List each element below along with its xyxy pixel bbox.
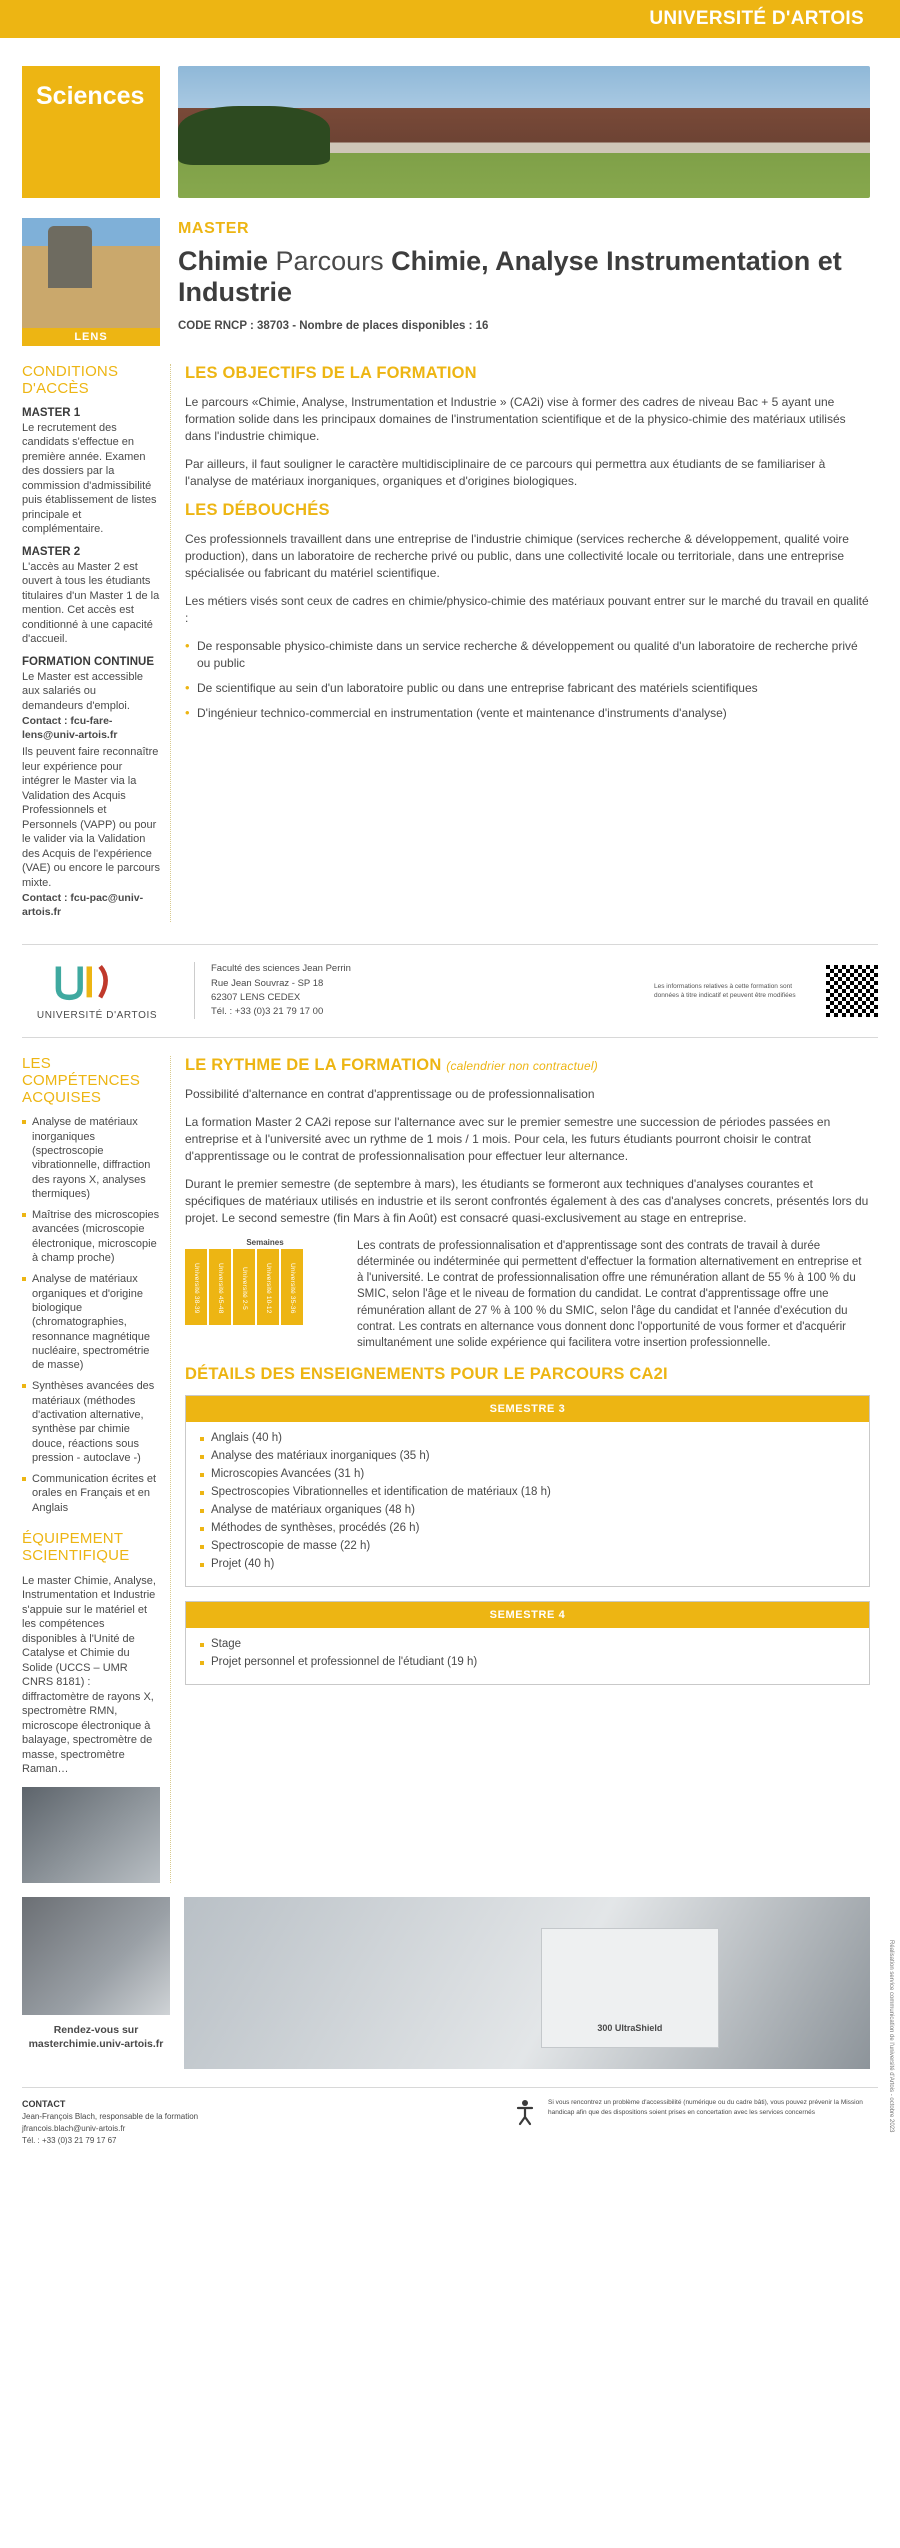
address-line: Faculté des sciences Jean Perrin [211, 963, 351, 975]
details-heading: DÉTAILS DES ENSEIGNEMENTS POUR LE PARCOURS CA2I [185, 1364, 668, 1383]
table-row: Analyse de matériaux organiques (48 h) [200, 1504, 855, 1516]
artois-logo-icon [42, 961, 151, 1001]
objectives-column [185, 364, 870, 922]
table-row: Projet personnel et professionnel de l'étudiant (19 h) [200, 1656, 855, 1668]
conditions-fc-title: FORMATION CONTINUE [22, 655, 155, 668]
production-credit: Réalisation service communication de l'université d'Artois - octobre 2023 [888, 1940, 894, 2133]
title-block [0, 198, 900, 346]
schedule-bar: Université 35-36 [281, 1249, 303, 1325]
university-logo [22, 961, 172, 1021]
list-item: Synthèses avancées des matériaux (méthodes d'activation alternative, synthèse par chimie douce, réactions sous pression - autoclave -) [22, 1379, 160, 1465]
semester-3-body [186, 1422, 869, 1586]
equipement-heading: ÉQUIPEMENT SCIENTIFIQUE [22, 1530, 130, 1564]
parcours-name: Chimie, Analyse Instrumentation et Industrie [178, 246, 842, 307]
faculty-badge: Sciences [22, 66, 160, 198]
conditions-m1-title: MASTER 1 [22, 406, 81, 419]
address-line: 62307 LENS CEDEX [211, 991, 301, 1003]
rncp-code: CODE RNCP : 38703 - Nombre de places disponibles : 16 [178, 319, 489, 332]
footer-contact-email[interactable]: jfrancois.blach@univ-artois.fr [22, 2124, 126, 2134]
list-item: • De scientifique au sein d'un laboratoire public ou dans une entreprise fabricant des matériels scientifiques [185, 680, 870, 697]
qr-disclaimer: Les informations relatives à cette formation sont données à titre indicatif et peuvent être modifiées [654, 982, 796, 999]
table-row: Spectroscopie de masse (22 h) [200, 1540, 855, 1552]
lens-label: LENS [22, 328, 160, 346]
schedule-bar: Université 38-39 [185, 1249, 207, 1325]
title-text [178, 218, 870, 346]
competences-list [22, 1115, 160, 1515]
column-divider-2 [170, 1056, 171, 1883]
debouches-p2: Les métiers visés sont ceux de cadres en chimie/physico-chimie des matériaux pouvant entrer sur le marché du travail en qualité : [185, 594, 869, 626]
list-item: Maîtrise des microscopies avancées (microscopie électronique, microscopie à champ proche) [22, 1208, 160, 1265]
conditions-m2-text: L'accès au Master 2 est ouvert à tous les étudiants titulaires d'un Master 1 de la mention. Cet accès est conditionné à une capacité d'accueil. [22, 560, 160, 646]
objectifs-p1: Le parcours «Chimie, Analyse, Instrumentation et Industrie » (CA2i) vise à former des cadres de niveau Bac + 5 ayant une formation solide dans les principaux domaines de l'instrumentation scientifique et de la physico-chimie des matériaux utilisés dans l'industrie chimique. [185, 395, 846, 444]
parcours-word: Parcours [275, 246, 384, 276]
list-item: Communication écrites et orales en Français et en Anglais [22, 1472, 160, 1515]
faculty-address [194, 962, 632, 1019]
photo-row [0, 1883, 900, 2069]
conditions-m1-text: Le recrutement des candidats s'effectue en première année. Examen des dossiers par la commission d'admissibilité puis établissement de listes principale et complémentaire. [22, 421, 157, 536]
footer-accessibility [342, 2098, 878, 2126]
schedule-bar: Université 45-48 [209, 1249, 231, 1325]
accessibility-icon [512, 2098, 538, 2126]
logo-text: UNIVERSITÉ D'ARTOIS [36, 1009, 158, 1021]
address-band [22, 944, 878, 1021]
program-name: Chimie [178, 246, 269, 276]
rythme-column [185, 1056, 870, 1883]
schedule-bars [185, 1249, 345, 1325]
table-row: Spectroscopies Vibrationnelles et identification de matériaux (18 h) [200, 1486, 855, 1498]
nmr-device [541, 1928, 719, 2048]
schedule-bar: Université 2-5 [233, 1249, 255, 1325]
rdv-line1: Rendez-vous sur [53, 2023, 139, 2036]
accessibility-note: Si vous rencontrez un problème d'accessibilité (numérique ou du cadre bâti), vous pouvez prévenir la Mission handicap afin que des dispositions soient prises en concertation avec les services concernés [548, 2098, 863, 2116]
hero-section [0, 38, 900, 198]
semester-4-title: SEMESTRE 4 [186, 1602, 869, 1628]
semester-4-table [185, 1601, 870, 1685]
table-row: Projet (40 h) [200, 1558, 855, 1570]
competences-heading: LES COMPÉTENCES ACQUISES [22, 1054, 141, 1106]
rythme-p1: La formation Master 2 CA2i repose sur l'alternance avec sur le premier semestre une succession de périodes passées en entreprise et à l'université avec un rythme de 1 mois / 1 mois. Pour cela, les futurs étudiants pourront choisir le contrat d'apprentissage ou le contrat de professionnalisation pour effectuer leur alternance. [185, 1114, 831, 1164]
semester-3-table [185, 1395, 870, 1587]
rdv-website-link[interactable]: masterchimie.univ-artois.fr [28, 2038, 164, 2051]
lab-equipment-photo [22, 1787, 160, 1883]
footer-contact-name: Jean-François Blach, responsable de la formation [22, 2112, 199, 2122]
belfry-icon [48, 226, 92, 288]
table-row: Microscopies Avancées (31 h) [200, 1468, 855, 1480]
debouches-heading: LES DÉBOUCHÉS [185, 501, 330, 520]
rythme-p2: Durant le premier semestre (de septembre à mars), les étudiants se formeront aux techniques d'analyses courantes et spécifiques de matériaux utilisés en industrie et ils seront confrontés également à des cas d'analyses concrets, présentés lors du projet. Le second semestre (fin Mars à fin Août) est consacré quasi-exclusivement au stage en entreprise. [185, 1177, 869, 1226]
conditions-vae-text: Ils peuvent faire reconnaître leur expérience pour intégrer le Master via la Validation des Acquis Professionnels et Personnels (VAPP) ou pour le valider via la Validation des Acquis de l'expérience (VAE) ou encore le parcours mixte. [22, 746, 160, 889]
page-title [178, 246, 870, 308]
instrument-photo [184, 1897, 870, 2069]
table-row: Méthodes de synthèses, procédés (26 h) [200, 1522, 855, 1534]
schedule-chart [185, 1238, 345, 1325]
main-content-bottom [0, 1038, 900, 1883]
objectifs-heading: LES OBJECTIFS DE LA FORMATION [185, 364, 477, 382]
debouches-list [185, 638, 870, 721]
university-name: UNIVERSITÉ D'ARTOIS [649, 8, 864, 29]
footer-contact-phone: Tél. : +33 (0)3 21 79 17 67 [22, 2136, 117, 2146]
competences-column [22, 1056, 170, 1883]
photo-left-block [22, 1897, 170, 2069]
footer-contact-title: CONTACT [22, 2098, 66, 2109]
table-row: Analyse des matériaux inorganiques (35 h) [200, 1450, 855, 1462]
schedule-label: Semaines [246, 1238, 284, 1248]
table-row: Anglais (40 h) [200, 1432, 855, 1444]
rythme-heading-main: LE RYTHME DE LA FORMATION [185, 1055, 442, 1074]
researcher-photo [22, 1897, 170, 2015]
contact-fcu-fare[interactable]: Contact : fcu-fare-lens@univ-artois.fr [22, 715, 118, 742]
list-item: • De responsable physico-chimiste dans un service recherche & développement ou qualité d'un laboratoire de recherche privé ou public [185, 638, 870, 672]
schedule-row [185, 1238, 870, 1351]
conditions-heading: CONDITIONS D'ACCÈS [22, 363, 119, 397]
conditions-fc-text: Le Master est accessible aux salariés ou demandeurs d'emploi. [22, 670, 144, 712]
debouches-p1: Ces professionnels travaillent dans une entreprise de l'industrie chimique (services recherche & développement, qualité voire production), dans un laboratoire de recherche privé ou public, dans une collectivité locale ou territoriale, dans une entreprise spécialisée ou fabricant du matériel scientifique. [185, 532, 849, 581]
address-line: Tél. : +33 (0)3 21 79 17 00 [211, 1006, 324, 1018]
rythme-contract-text: Les contrats de professionnalisation et d'apprentissage sont des contrats de travail à durée déterminée ou indéterminée qui permettent d'effectuer la formation alternativement en entreprise et à l'université. Le contrat de professionnalisation offre une rémunération allant de 55 % à 100 % du SMIC, selon l'âge et le niveau de formation du candidat. Le contrat d'apprentissage offre une rémunération allant de 27 % à 100 % du SMIC, selon l'âge du candidat et l'année d'exécution du contrat. Les contrats en alternance vous donnent donc l'opportunité de vous former et d'acquérir simultanément une solide expérience qui facilitera votre insertion professionnelle. [357, 1240, 862, 1349]
rythme-heading [185, 1056, 870, 1075]
rdv-block [22, 2023, 170, 2051]
campus-photo [178, 66, 870, 198]
footer [22, 2087, 878, 2170]
rythme-heading-sub: (calendrier non contractuel) [446, 1058, 598, 1073]
footer-contact [22, 2098, 322, 2148]
device-label: 300 UltraShield [597, 2023, 663, 2034]
top-bar [0, 0, 900, 38]
semester-3-title: SEMESTRE 3 [186, 1396, 869, 1422]
conditions-m2-title: MASTER 2 [22, 545, 81, 558]
conditions-column [22, 364, 170, 922]
column-divider [170, 364, 171, 922]
equipement-text: Le master Chimie, Analyse, Instrumentation et Industrie s'appuie sur le matériel et les compétences disponibles à l'Unité de Catalyse et Chimie du Solide (UCCS – UMR CNRS 8181) : diffractomètre de rayons X, spectromètre RMN, microscope électronique à balayage, spectromètre de masse, spectromètre Raman… [22, 1574, 156, 1776]
list-item: • D'ingénieur technico-commercial en instrumentation (vente et maintenance d'instruments d'analyse) [185, 705, 870, 722]
schedule-bar: Université 10-12 [257, 1249, 279, 1325]
lens-photo [22, 218, 160, 346]
table-row: Stage [200, 1638, 855, 1650]
qr-code-icon[interactable] [826, 965, 878, 1017]
objectifs-p2: Par ailleurs, il faut souligner le caractère multidisciplinaire de ce parcours qui permettra aux étudiants de se familiariser à l'analyse de matériaux inorganiques, organiques et d'origines biologiques. [185, 457, 826, 489]
list-item: Analyse de matériaux inorganiques (spectroscopie vibrationnelle, diffraction des rayons X, analyses thermiques) [22, 1115, 160, 1201]
list-item: Analyse de matériaux organiques et d'origine biologique (chromatographies, resonnance magnétique nucléaire, spectrométrie de masse) [22, 1272, 160, 1372]
semester-4-body [186, 1628, 869, 1684]
rythme-intro: Possibilité d'alternance en contrat d'apprentissage ou de professionnalisation [185, 1086, 595, 1101]
contact-fcu-pac[interactable]: Contact : fcu-pac@univ-artois.fr [22, 892, 144, 919]
main-content-top [0, 346, 900, 922]
master-label: MASTER [178, 220, 250, 237]
address-line: Rue Jean Souvraz - SP 18 [211, 977, 324, 989]
